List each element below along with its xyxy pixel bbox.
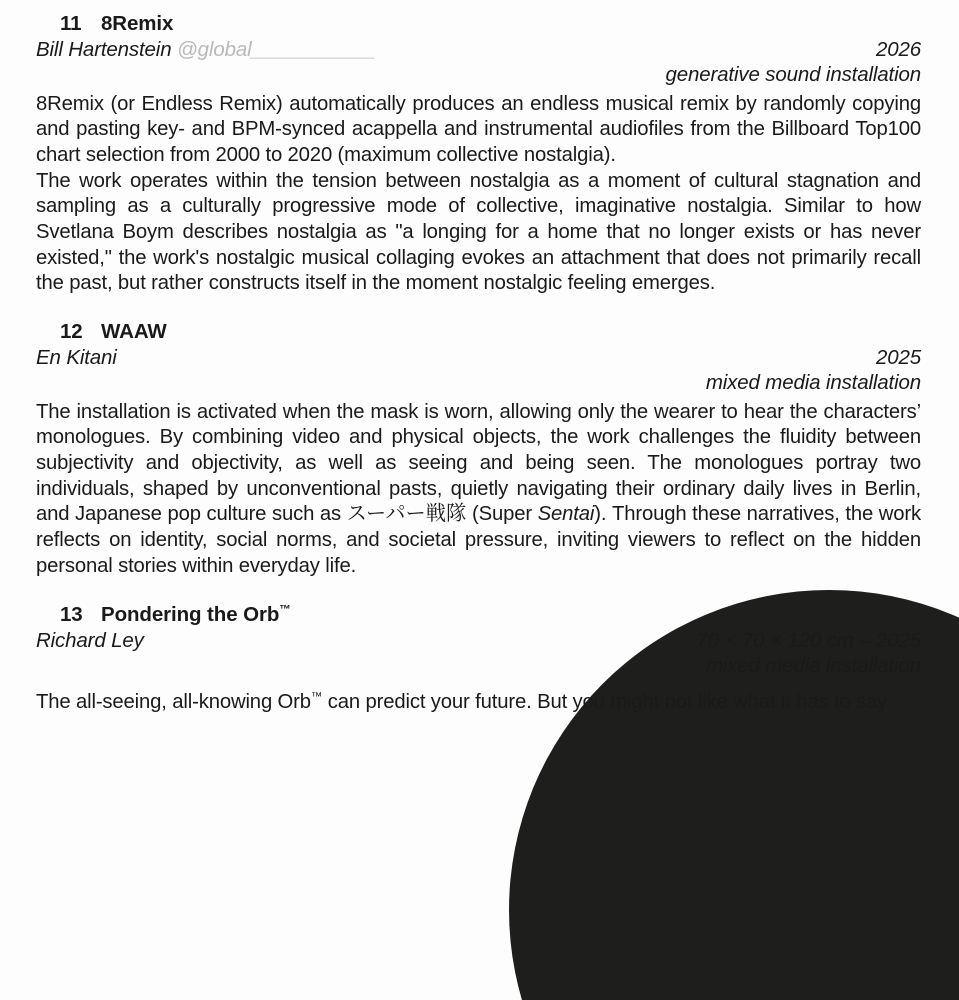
entry-number: 13 [60,603,83,627]
entry-meta [36,628,921,679]
entry-medium: generative sound installation [665,62,921,86]
entry-spec: 2026 [875,38,921,61]
entry-text-segment: can predict your future. But you might not like what it has to say. [322,691,892,714]
entry-text-emphasis: Sentai [537,503,595,526]
entry-artist-name: Richard Ley [36,629,144,653]
entry-title-text: Pondering the Orb [101,603,280,627]
entry-meta [36,345,921,396]
entry-header [36,11,921,36]
entry-title [101,602,291,627]
catalog-entry [36,11,921,297]
entry-medium: mixed media installation [705,654,921,678]
entry-artist-line [36,37,375,63]
entry-spec: 70 × 70 × 120 cm – 2025 [696,629,921,653]
entry-header [36,319,921,344]
entry-title: WAAW [101,320,167,344]
entry-text-segment: ). Through these narratives, the work reflects on identity, social norms, and societal pressure, inviting viewers to reflect on the hidden personal stories within everyday life. [36,503,921,577]
entry-artist-handle: @global___________ [177,38,376,61]
entry-meta-row-primary [36,345,921,371]
catalog-entry [36,319,921,579]
entry-description [36,400,921,580]
entry-paragraph [36,690,921,716]
entry-paragraph: 8Remix (or Endless Remix) automatically produces an endless musical remix by randomly copying and pasting key- and BPM-synced acappella and instrumental audiofiles from the Billboard Top100 chart selection from 2000 to 2020 (maximum collective nostalgia). [36,92,921,166]
entry-artist-name: En Kitani [36,346,117,370]
trademark-icon: ™ [310,691,323,704]
entry-number: 12 [60,320,83,344]
entry-header [36,602,921,627]
catalog-entry [36,602,921,715]
entry-spec: 2025 [875,346,921,370]
entry-title: 8Remix [101,12,174,35]
entry-meta-row-primary [36,628,921,654]
entry-text-segment: The installation is activated when the mask is worn, allowing only the wearer to hear the characters’ monologues. By combining video and physical objects, the work challenges the fluidity between subjectivity and objectivity, as well as seeing and being seen. The monologues portray two individuals, shaped by unconventional pasts, quietly navigating their ordinary daily lives in Berlin, and Japanese pop culture such as スーパー戦隊 (Super [36,400,921,526]
entry-meta-row-primary [36,37,921,63]
entry-artist-name: Bill Hartenstein [36,38,178,61]
entry-meta [36,37,921,88]
entry-description [36,92,921,297]
entry-text-segment: The all-seeing, all-knowing Orb [36,691,311,714]
entry-paragraph [36,400,921,580]
entry-description [36,690,921,716]
entry-number: 11 [60,12,82,35]
trademark-icon: ™ [279,604,291,617]
entry-paragraph: The work operates within the tension between nostalgia as a moment of cultural stagnation and sampling as a culturally progressive mode of collective, imaginative nostalgia. Similar to how Svetlana Boym describes nostalgia as "a longing for a home that no longer exists or has never existed," the work's nostalgic musical collaging evokes an attachment that does not primarily recall the past, but rather constructs itself in the moment nostalgic feeling emerges. [36,169,921,295]
entry-medium: mixed media installation [705,370,921,394]
